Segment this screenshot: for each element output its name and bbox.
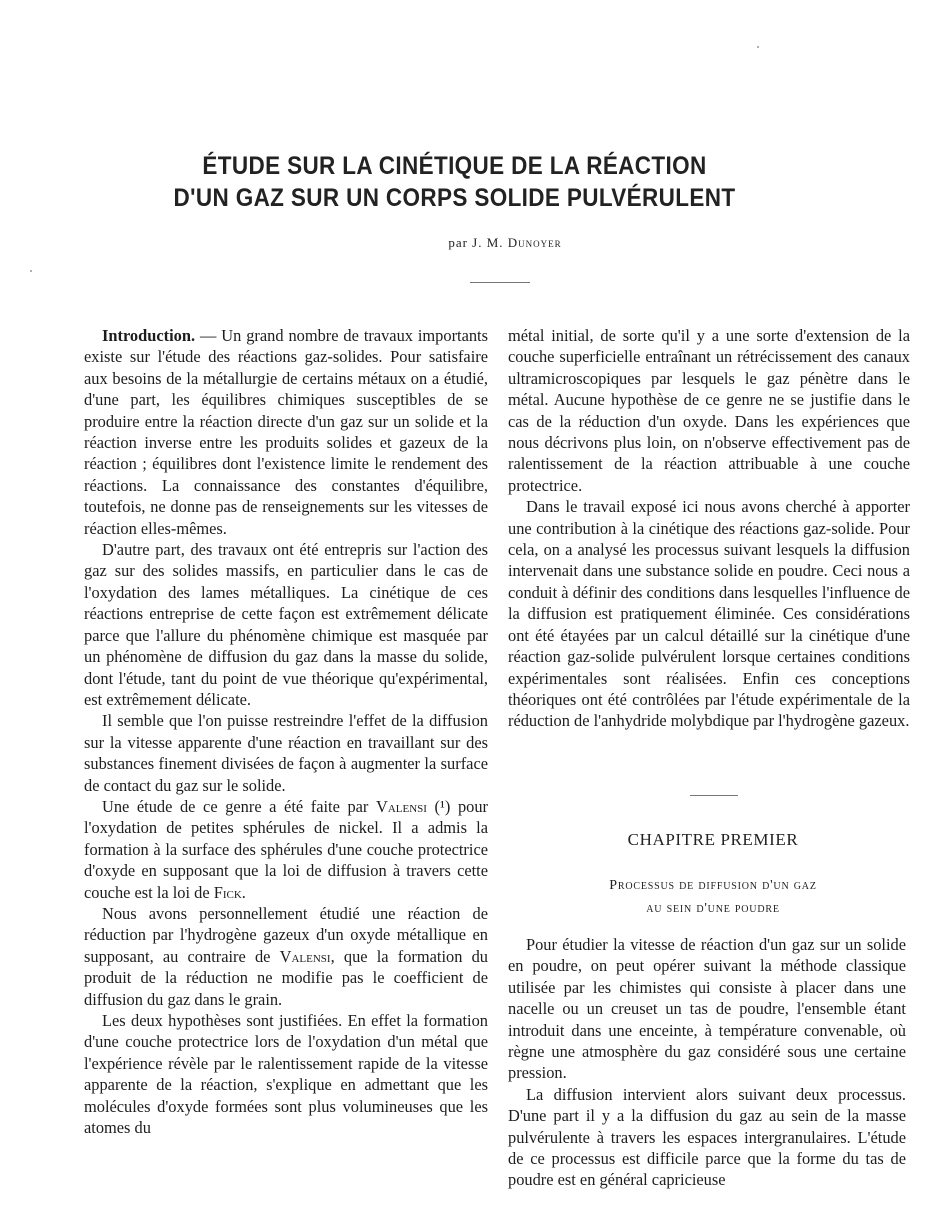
author-name: Valensi bbox=[375, 796, 427, 816]
text-run: Une étude de ce genre a été faite par bbox=[102, 796, 376, 816]
paragraph: métal initial, de sorte qu'il y a une sorte d'extension de la couche superficielle entraînant un rétrécissement des canaux ultramicroscopiques par lesquels le gaz pénètre dans le métal. Aucune hypothèse de ce genre ne se justifie dans le cas de la réduction d'un oxyde. Dans les expériences que nous décrivons plus loin, on n'observe effectivement pas de ralentissement de la réaction attribuable à une couche protectrice. bbox=[508, 326, 910, 495]
scan-speck bbox=[30, 270, 32, 272]
paragraph: Dans le travail exposé ici nous avons cherché à apporter une contribution à la cinétique des réactions gaz-solide. Pour cela, on a analysé les processus suivant lesquels la diffusion intervenait dans une substance solide en poudre. Ceci nous a conduit à définir des conditions dans lesquelles l'influence de la diffusion est pratiquement éliminée. Ces considérations ont été étayées par un calcul détaillé sur la cinétique d'une réaction gaz-solide pulvérulent lorsque certaines conditions expérimentales sont réalisées. Enfin ces conceptions théoriques ont été contrôlées par l'étude expérimentale de la réduction de l'anhydride molybdique par l'hydrogène gazeux. bbox=[508, 497, 910, 731]
paragraph bbox=[84, 903, 488, 1010]
text-run: (¹) pour l'oxydation de petites sphérules de nickel. Il a admis la formation à la surface des sphérules d'une couche protectrice d'oxyde en supposant que la loi de diffusion à travers cette couche est la loi de bbox=[84, 796, 488, 902]
paragraph bbox=[84, 796, 488, 903]
section-divider bbox=[690, 795, 738, 796]
scan-speck bbox=[757, 46, 759, 48]
paragraph-introduction bbox=[84, 325, 488, 539]
title-line-2: D'UN GAZ SUR UN CORPS SOLIDE PULVÉRULENT bbox=[173, 184, 736, 212]
author-name: Valensi bbox=[279, 946, 331, 966]
section-heading bbox=[508, 874, 918, 920]
title-divider bbox=[470, 282, 530, 283]
paragraph: Pour étudier la vitesse de réaction d'un gaz sur un solide en poudre, on peut opérer suivant la méthode classique utilisée par les chimistes qui consiste à placer dans une nacelle ou un creuset un tas de poudre, l'ensemble étant introduit dans une enceinte, à température convenable, où règne une atmosphère du gaz considéré sous une certaine pression. bbox=[508, 935, 906, 1083]
title-line-1: ÉTUDE SUR LA CINÉTIQUE DE LA RÉACTION bbox=[202, 152, 707, 180]
right-column-lower bbox=[508, 934, 906, 1191]
paragraph: D'autre part, des travaux ont été entrepris sur l'action des gaz sur des solides massifs, en particulier dans le cas de l'oxydation des lames métalliques. La cinétique de ces réactions entreprise de cette façon est extrêmement délicate parce que l'allure du phénomène chimique est masquée par un phénomène de diffusion du gaz dans la masse du solide, dont l'étude, tant du point de vue théorique qu'expérimental, est extrêmement délicate. bbox=[84, 540, 488, 709]
chapter-heading: CHAPITRE PREMIER bbox=[627, 830, 799, 849]
text-run: , que la formation du produit de la réduction ne modifie pas le coefficient de diffusion du gaz dans le grain. bbox=[84, 946, 488, 1009]
left-column bbox=[84, 325, 488, 1138]
text-run: . bbox=[241, 882, 246, 902]
paragraph: La diffusion intervient alors suivant deux processus. D'une part il y a la diffusion du gaz au sein de la masse pulvérulente à travers les espaces intergranulaires. L'étude de ce processus est difficile parce que la forme du tas de poudre est en général capricieuse bbox=[508, 1084, 906, 1190]
paragraph: Les deux hypothèses sont justifiées. En effet la formation d'une couche protectrice lors de l'oxydation d'un métal que l'expérience révèle par le ralentissement rapide de la vitesse apparente de la réaction, s'explique en admettant que les molécules d'oxyde formées sont plus volumineuses que les atomes du bbox=[84, 1011, 488, 1138]
byline-author: Dunoyer bbox=[507, 235, 562, 250]
introduction-lead: Introduction. bbox=[102, 326, 196, 345]
section-heading-line-2: au sein d'une poudre bbox=[646, 901, 780, 916]
byline bbox=[0, 235, 930, 251]
text-run: Nous avons personnellement étudié une réaction de réduction par l'hydrogène gazeux d'un oxyde métallique en supposant, au contraire de bbox=[84, 903, 488, 966]
author-name: Fick bbox=[213, 882, 242, 902]
section-heading-line-1: Processus de diffusion d'un gaz bbox=[609, 878, 817, 893]
article-title bbox=[0, 150, 909, 214]
right-column-upper bbox=[508, 325, 910, 732]
paragraph: Il semble que l'on puisse restreindre l'effet de la diffusion sur la vitesse apparente d'une réaction en travaillant sur des substances finement divisées de façon à augmenter la surface de contact du gaz sur le solide. bbox=[84, 711, 488, 795]
byline-prefix: par J. M. bbox=[448, 235, 504, 250]
introduction-text: — Un grand nombre de travaux importants existe sur l'étude des réactions gaz-solides. Pour satisfaire aux besoins de la métallurgie de certains métaux on a étudié, d'une part, les équilibres chimiques susceptibles de se produire entre la réaction directe d'un gaz sur un solide et la réaction inverse entre les produits solides et gazeux de la réaction ; équilibres dont l'existence limite le rendement des réactions. La connaissance des constantes d'équilibre, toutefois, ne donne pas de renseignements sur les vitesses de réaction elles-mêmes. bbox=[84, 326, 488, 538]
